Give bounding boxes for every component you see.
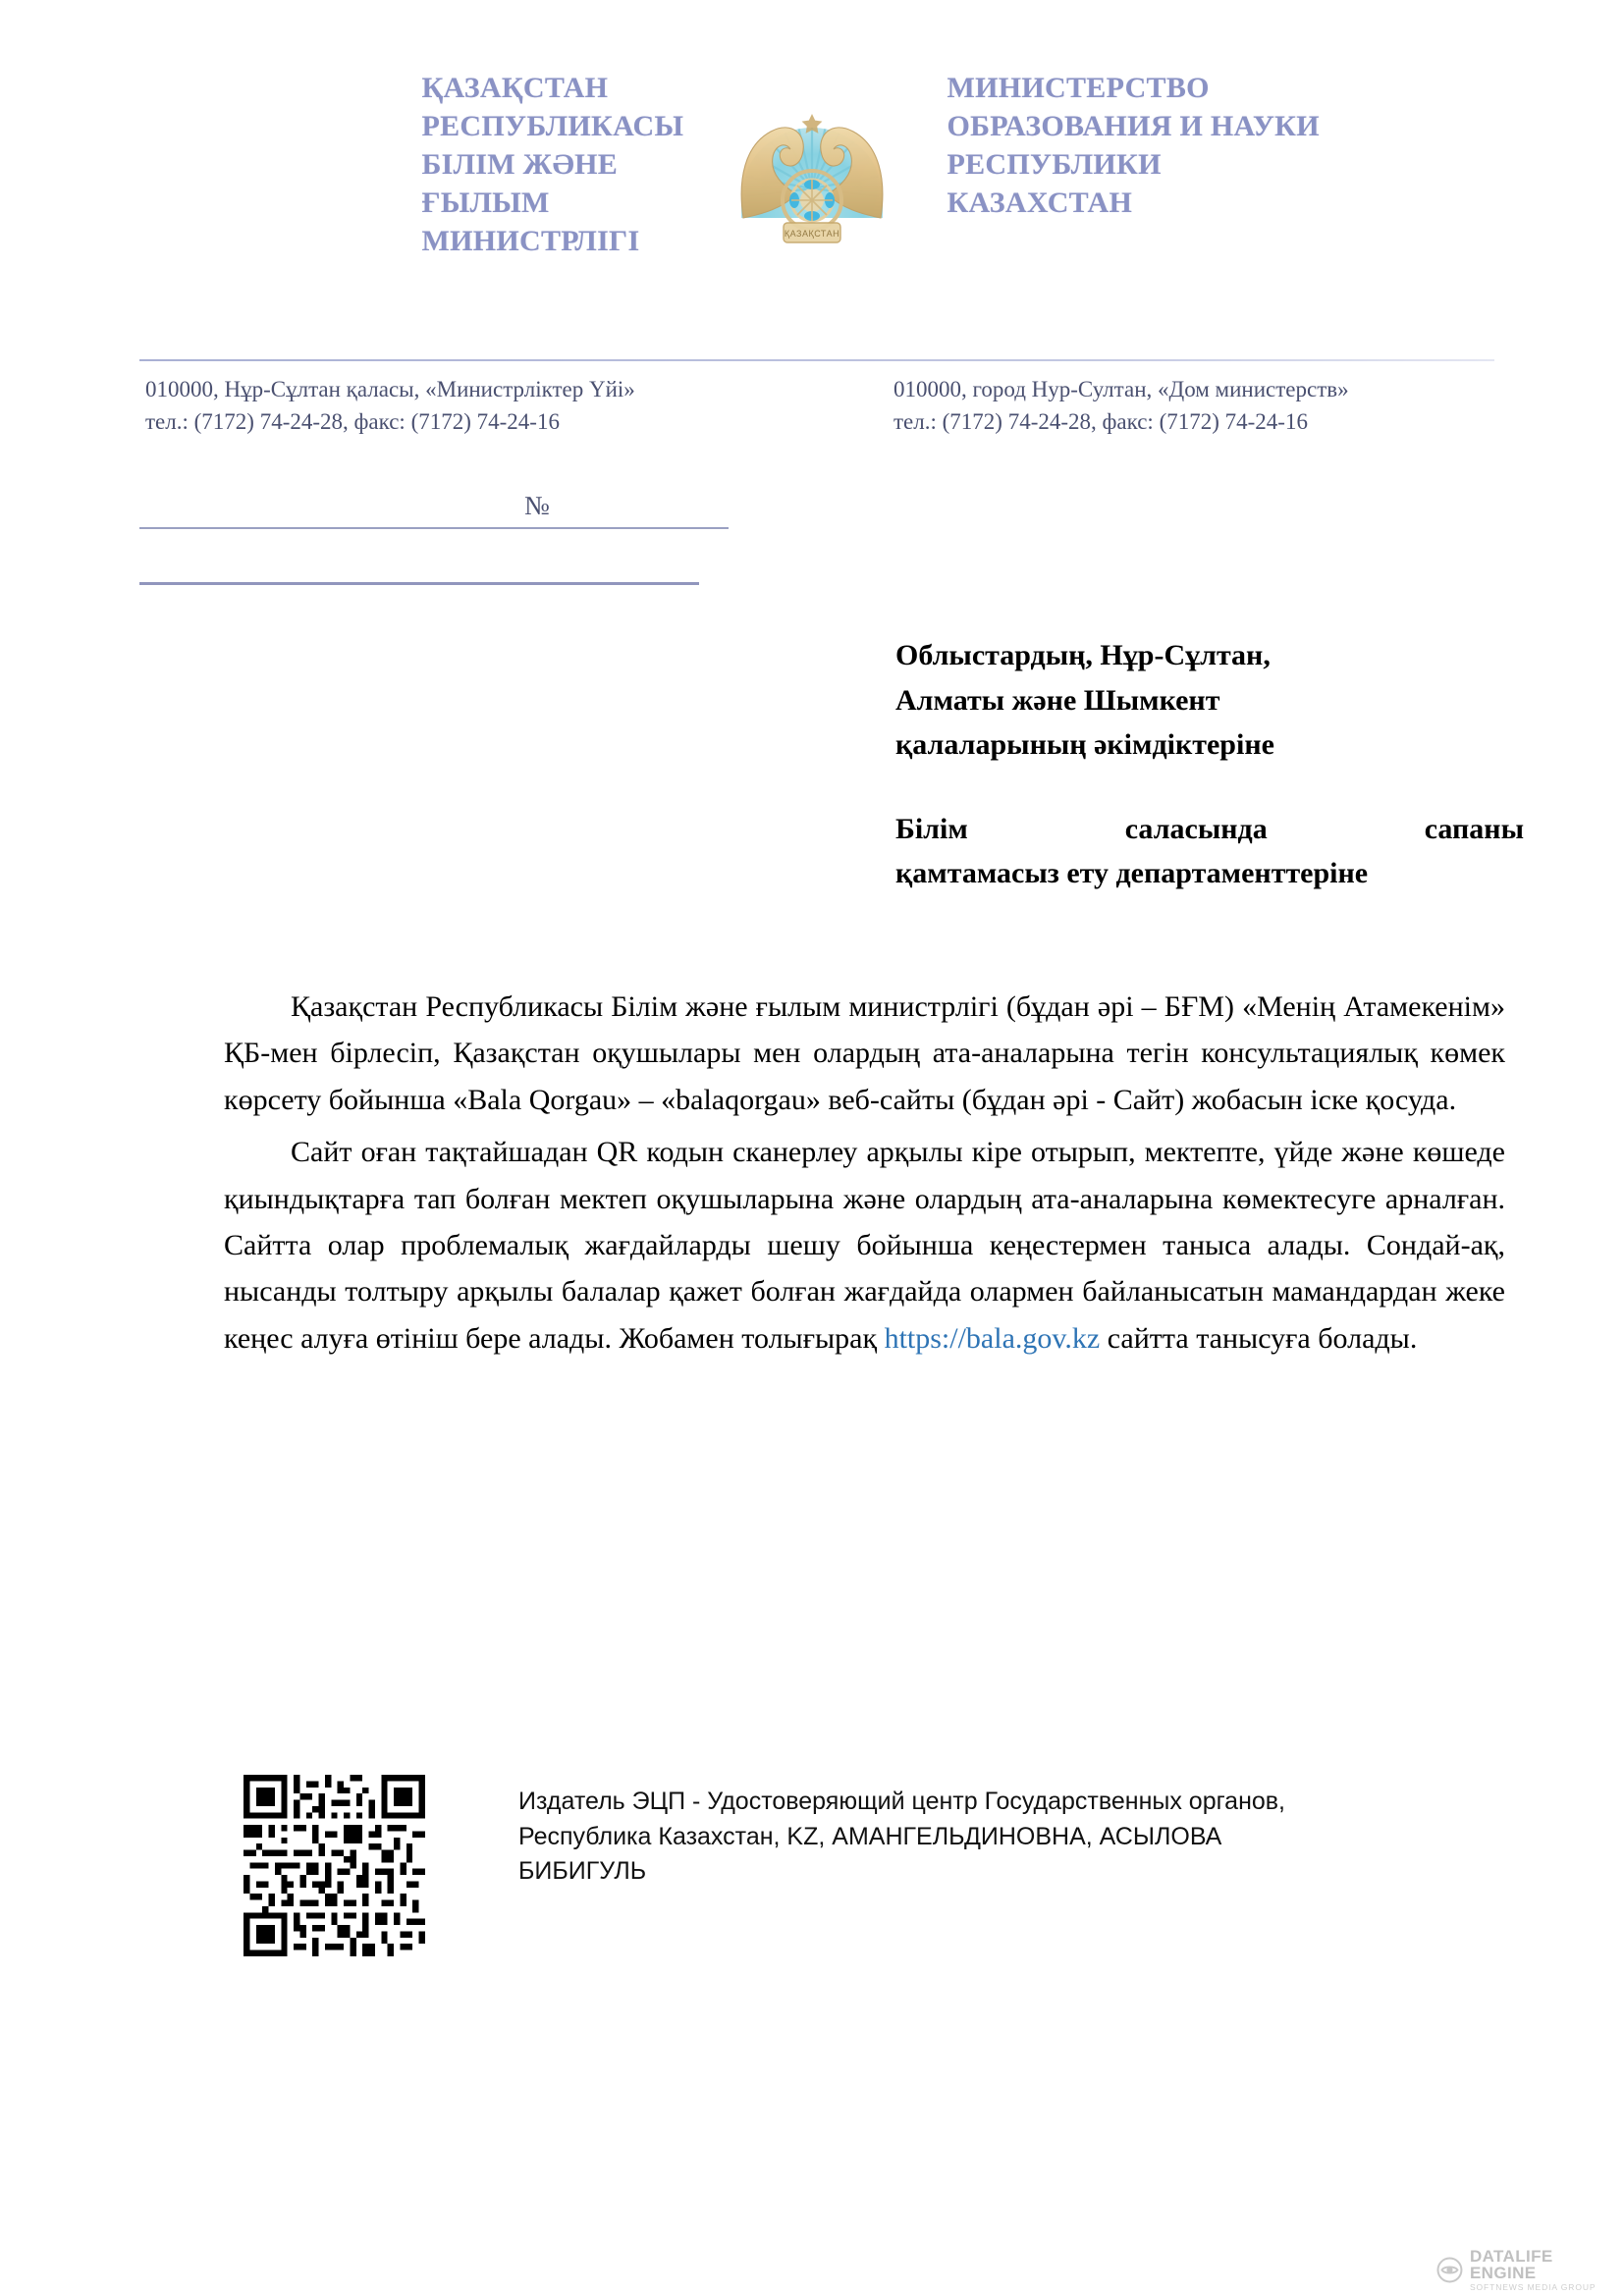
addressee-line-1: Облыстардың, Нұр-Сұлтан, xyxy=(895,639,1271,671)
body-paragraph-2 xyxy=(224,1129,1505,1362)
kazakhstan-coat-of-arms-icon xyxy=(731,71,893,252)
digital-signature-info xyxy=(518,1785,1500,1890)
digital-signature-qr-code xyxy=(244,1775,425,1956)
ministry-title-kk-line-1: ҚАЗАҚСТАН xyxy=(421,72,609,104)
letter-body xyxy=(224,984,1505,1363)
watermark-text xyxy=(1470,2248,1624,2292)
letterhead-divider-rule xyxy=(139,359,1494,361)
ministry-title-ru-line-2: ОБРАЗОВАНИЯ И НАУКИ xyxy=(947,110,1320,142)
address-kk-line-2: тел.: (7172) 74-24-28, факс: (7172) 74-24-16 xyxy=(145,409,560,435)
letterhead xyxy=(0,69,1624,265)
addressee-department-line-1: Білім саласында сапаны xyxy=(895,812,1524,845)
body-paragraph-2-text-after-link: сайтта танысуға болады. xyxy=(1100,1321,1418,1355)
address-kk-line-1: 010000, Нұр-Сұлтан қаласы, «Министрліктер Үйі» xyxy=(145,377,635,401)
ministry-title-ru-line-4: КАЗАХСТАН xyxy=(947,187,1133,219)
address-ru-line-2: тел.: (7172) 74-24-28, факс: (7172) 74-24-16 xyxy=(893,409,1308,435)
watermark-subtitle: SOFTNEWS MEDIA GROUP xyxy=(1469,2282,1597,2292)
addressee-department-block xyxy=(895,807,1524,896)
body-paragraph-2-text-before-link: Сайт оған тақтайшадан QR кодын сканерлеу арқылы кіре отырып, мектепте, үйде және көшеде қиындықтарға тап болған мектеп оқушыларына және олардың ата-аналарына көмектесуге арналған. Сайтта олар проблемалық жағдайларды шешу бойынша кеңестермен таныса алады. Сондай-ақ, нысанды толтыру арқылы балалар қажет болған жағдайда олармен байланысатын мамандардан жеке кеңес алуға өтініш бере алады. Жобамен толығырақ xyxy=(224,1136,1505,1355)
reference-reply-rule xyxy=(139,582,699,585)
ministry-title-ru-line-3: РЕСПУБЛИКИ xyxy=(947,148,1162,181)
signature-line-3: БИБИГУЛЬ xyxy=(518,1857,647,1885)
addressee-line-2: Алматы және Шымкент xyxy=(895,683,1220,717)
ministry-title-kk-line-3: БІЛІМ ЖӘНЕ ҒЫЛЫМ xyxy=(421,148,619,219)
addressee-block xyxy=(895,633,1524,896)
reference-date-rule xyxy=(139,527,729,529)
ministry-title-kazakh xyxy=(295,69,727,260)
ministry-title-russian xyxy=(898,69,1330,222)
signature-line-1: Издатель ЭЦП - Удостоверяющий центр Государственных органов, xyxy=(518,1788,1286,1815)
address-block-kazakh xyxy=(145,373,635,439)
signature-line-2: Республика Казахстан, KZ, АМАНГЕЛЬДИНОВНА, АСЫЛОВА xyxy=(518,1822,1222,1850)
address-ru-line-1: 010000, город Нур-Султан, «Дом министерств» xyxy=(893,377,1349,401)
ministry-title-kk-line-2: РЕСПУБЛИКАСЫ xyxy=(421,110,684,142)
ministry-title-ru-line-1: МИНИСТЕРСТВО xyxy=(947,72,1210,104)
body-paragraph-1: Қазақстан Республикасы Білім және ғылым министрлігі (бұдан әрі – БҒМ) «Менің Атамекенім» ҚБ-мен бірлесіп, Қазақстан оқушылары мен олардың ата-аналарына тегін консультациялық көмек көрсету бойынша «Bala Qorgau» – «balaqorgau» веб-сайты (бұдан әрі - Сайт) жобасын іске қосуда. xyxy=(224,990,1505,1116)
bala-gov-kz-link[interactable]: https://bala.gov.kz xyxy=(884,1321,1101,1355)
addressee-line-3: қалаларының әкімдіктеріне xyxy=(895,728,1274,762)
addressee-department-line-2: қамтамасыз ету департаменттеріне xyxy=(895,857,1369,890)
ministry-title-kk-line-4: МИНИСТРЛІГІ xyxy=(421,225,640,257)
emblem-container xyxy=(727,69,898,252)
watermark-title: DATALIFE ENGINE xyxy=(1469,2247,1553,2282)
svg-text:ҚАЗАҚСТАН: ҚАЗАҚСТАН xyxy=(784,229,839,239)
reference-number-sign: № xyxy=(524,491,550,520)
eye-spiral-icon xyxy=(1436,2257,1463,2283)
address-block-russian xyxy=(893,373,1349,439)
datalife-engine-watermark xyxy=(1436,2248,1624,2292)
